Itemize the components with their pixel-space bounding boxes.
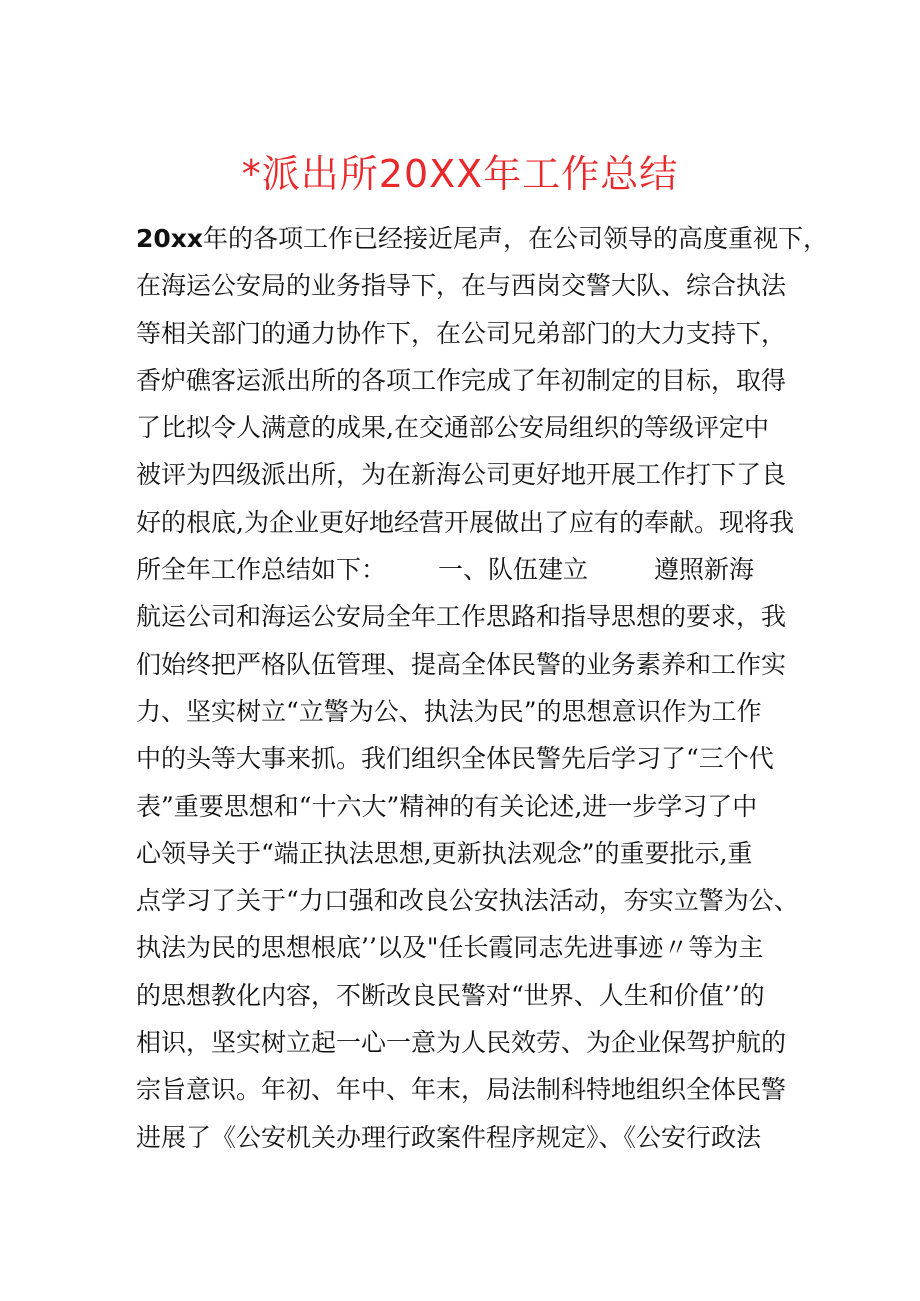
text-line: 进展了《公安机关办理行政案件程序规定》、《公安行政法 bbox=[136, 1122, 762, 1152]
document-body bbox=[136, 215, 829, 1161]
text-line: 了比拟令人满意的成果,在交通部公安局组织的等级评定中 bbox=[136, 413, 769, 443]
line-text: 年的各项工作已经接近尾声，在公司领导的高度重视下， bbox=[203, 224, 829, 253]
text-line: 相识，坚实树立起一心一意为人民效劳、为企业保驾护航的 bbox=[136, 1028, 787, 1058]
text-line: 中的头等大事来抓。我们组织全体民警先后学习了“三个代 bbox=[136, 744, 774, 774]
section-continuation: 遵照新海 bbox=[654, 555, 755, 585]
text-line: 执法为民的思想根底’’以及"任长霞同志先进事迹〃等为主 bbox=[136, 933, 764, 963]
text-line: 表”重要思想和“十六大”精神的有关论述,进一步学习了中 bbox=[136, 791, 758, 821]
text-line: 心领导关于“端正执法思想,更新执法观念”的重要批示,重 bbox=[136, 838, 753, 868]
text-line: 在海运公安局的业务指导下，在与西岗交警大队、综合执法 bbox=[136, 271, 787, 301]
text-line: 航运公司和海运公安局全年工作思路和指导思想的要求，我 bbox=[136, 602, 787, 632]
text-line: 力、坚实树立“立警为公、执法为民”的思想意识作为工作 bbox=[136, 696, 762, 726]
text-line: 被评为四级派出所，为在新海公司更好地开展工作打下了良 bbox=[136, 460, 787, 490]
summary-line bbox=[136, 546, 796, 593]
text-line: 点学习了关于“力口强和改良公安执法活动，夯实立警为公、 bbox=[136, 886, 799, 916]
summary-intro: 所全年工作总结如下： bbox=[136, 555, 387, 585]
text-line: 香炉礁客运派出所的各项工作完成了年初制定的目标，取得 bbox=[136, 365, 787, 395]
text-line: 们始终把严格队伍管理、提高全体民警的业务素养和工作实 bbox=[136, 649, 787, 679]
text-line: 好的根底,为企业更好地经营开展做出了应有的奉献。现将我 bbox=[136, 507, 794, 537]
text-line bbox=[136, 215, 829, 262]
lead-year: 20xx bbox=[136, 224, 204, 253]
text-line: 的思想教化内容，不断改良民警对“世界、人生和价值’’的 bbox=[136, 980, 765, 1010]
document-title: *派出所20XX年工作总结 bbox=[241, 152, 679, 196]
section-heading: 一、队伍建立 bbox=[438, 555, 589, 585]
text-line: 宗旨意识。年初、年中、年末，局法制科特地组织全体民警 bbox=[136, 1075, 787, 1105]
text-line: 等相关部门的通力协作下，在公司兄弟部门的大力支持下， bbox=[136, 318, 787, 348]
